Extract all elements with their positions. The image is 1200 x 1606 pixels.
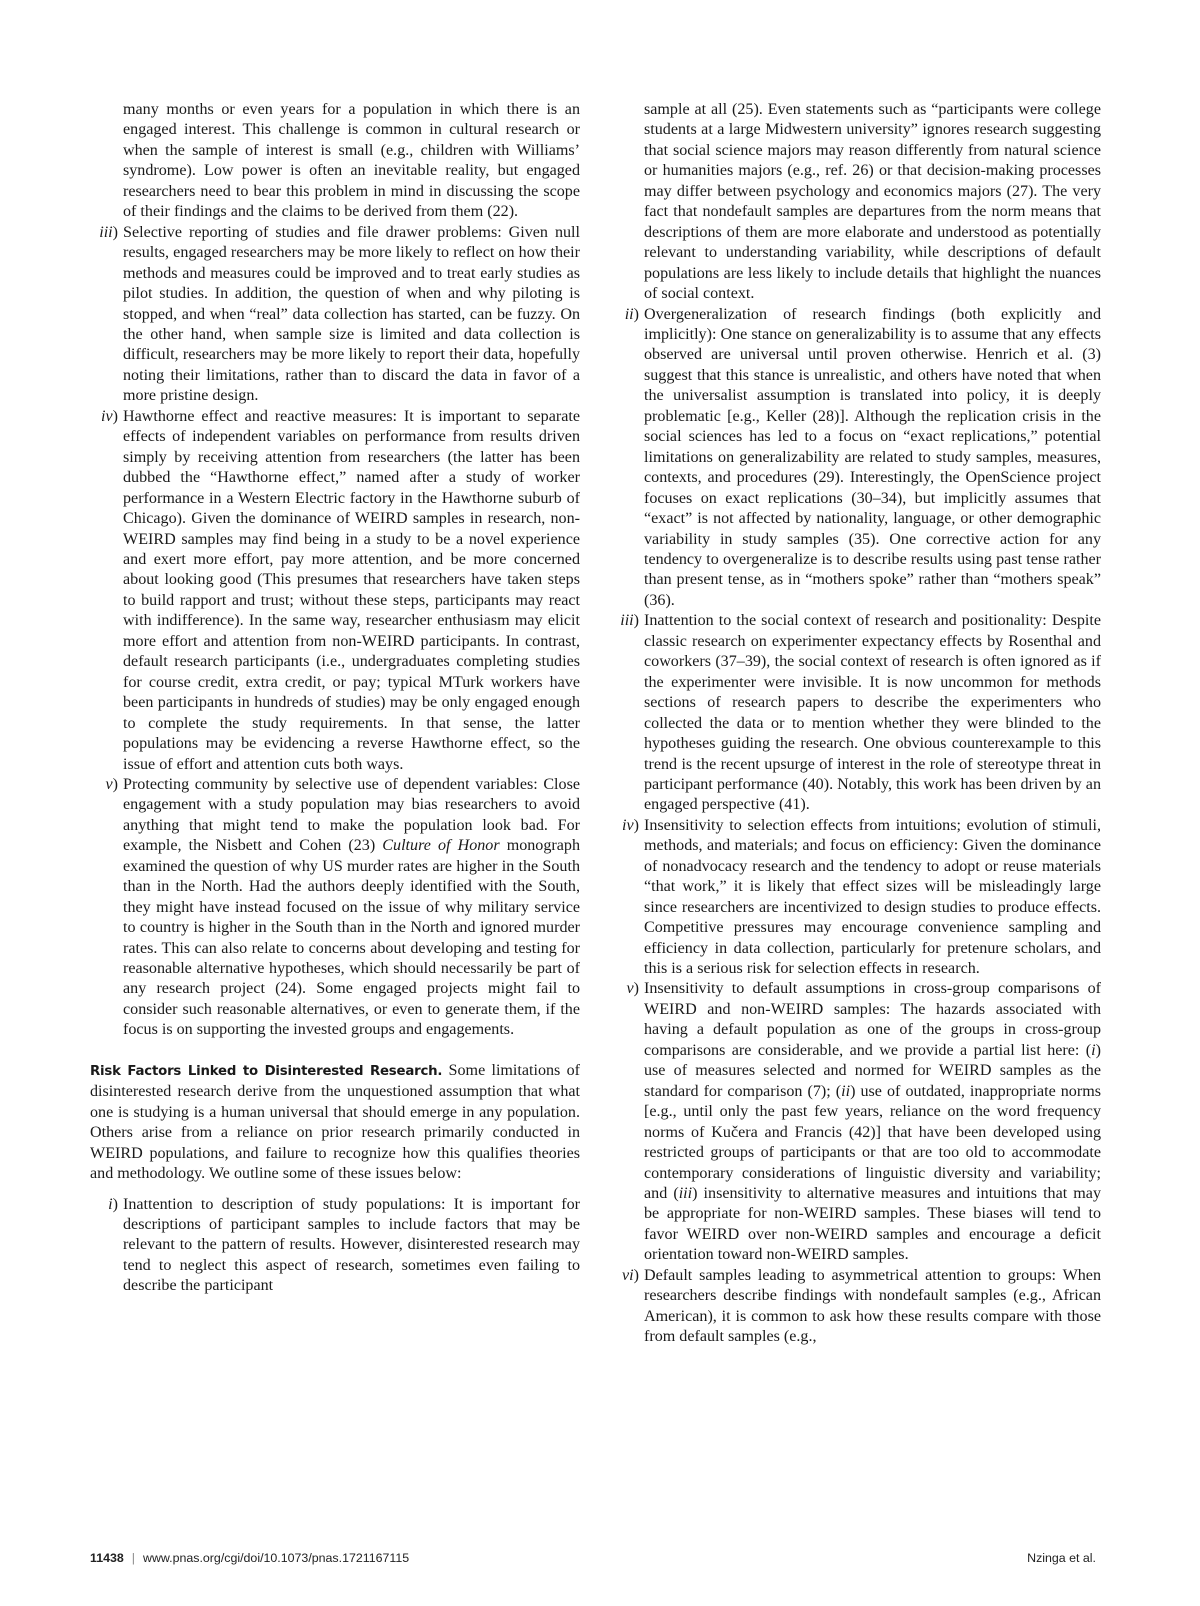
- running-authors: Nzinga et al.: [1027, 1551, 1096, 1565]
- page-footer: [90, 1551, 1096, 1565]
- list-item-text: Insensitivity to default assumptions in cross-group comparisons of WEIRD and non-WEIRD samples: The hazards associated with having a default population as one of the groups in cross-group comparisons are considerable, and we provide a partial list here: (i) use of measures selected and normed for WEIRD samples as the standard for comparison (7); (ii) use of outdated, inappropriate norms [e.g., until only the past few years, reliance on the word frequency norms of Kučera and Francis (42)] that have been developed using restricted groups of participants or that are too old to accommodate contemporary considerations of linguistic diversity and variability; and (iii) insensitivity to alternative measures and intuitions that may be appropriate for non-WEIRD samples. These biases will tend to favor WEIRD over non-WEIRD samples and encourage a deficit orientation toward non-WEIRD samples.: [644, 980, 1101, 1264]
- list-numeral: i): [108, 1195, 118, 1213]
- list-numeral: vi): [622, 1266, 639, 1284]
- list-item-v: [611, 979, 1101, 1265]
- list-item-text: Default samples leading to asymmetrical attention to groups: When researchers describe findings with nondefault samples (e.g., African American), it is common to ask how these results compare with those from default samples (e.g.,: [644, 1266, 1101, 1346]
- footer-separator: |: [131, 1551, 135, 1565]
- list-numeral: iv): [101, 407, 118, 425]
- list-item-text: Overgeneralization of research findings (both explicitly and implicitly): One stance on generalizability is to assume that any effects observed are universal until proven otherwise. Henrich et al. (3) suggest that this stance is unrealistic, and others have noted that when the universalist assumption is translated into policy, it is deeply problematic [e.g., Keller (28)]. Although the replication crisis in the social sciences has led to a focus on “exact replications,” potential limitations on generalizability are related to study samples, measures, contexts, and procedures (29). Interestingly, the OpenScience project focuses on exact replications (30–34), but implicitly assumes that “exact” is not affected by nationality, language, or other demographic variability in study samples (35). One corrective action for any tendency to overgeneralize is to describe results using past tense rather than present tense, as in “mothers spoke” rather than “mothers speak” (36).: [644, 305, 1101, 609]
- list-item-text: Inattention to the social context of research and positionality: Despite classic research on experimenter expectancy effects by Rosenthal and coworkers (37–39), the social context of research is often ignored as if the experimenter were invisible. It is now uncommon for methods sections of research papers to describe the experimenters who collected the data or to mention whether they were blinded to the hypotheses guiding the research. One obvious counterexample to this trend is the recent upsurge of interest in the role of stereotype threat in participant performance (40). Notably, this work has been driven by an engaged perspective (41).: [644, 612, 1101, 814]
- list-numeral: v): [626, 980, 639, 998]
- left-continuation-paragraph: many months or even years for a population in which there is an engaged interest. This challenge is common in cultural research or when the sample of interest is small (e.g., children with Williams’ syndrome). Low power is often an inevitable reality, but engaged researchers need to bear this problem in mind in discussing the scope of their findings and the claims to be derived from them (22).: [123, 101, 580, 221]
- list-item-iii: [90, 223, 580, 407]
- list-item-text: Insensitivity to selection effects from intuitions; evolution of stimuli, methods, and materials; and focus on efficiency: Given the dominance of nonadvocacy research and the tendency to adopt or reuse materials “that work,” it is likely that effect sizes will be misleadingly large since researchers are incentivized to design studies to produce effects. Competitive pressures may encourage convenience sampling and efficiency in data collection, particularly for pretenure scholars, and this is a serious risk for selection effects in research.: [644, 816, 1101, 978]
- list-item-iii: [611, 611, 1101, 816]
- page-number: 11438: [90, 1551, 124, 1565]
- list-numeral: iii): [99, 223, 118, 241]
- section-intro-text: Some limitations of disinterested research derive from the unquestioned assumption that what one is studying is a human universal that should emerge in any population. Others arise from a reliance on prior research primarily conducted in WEIRD populations, and failure to recognize how this qualifies theories and methodology. We outline some of these issues below:: [90, 1061, 580, 1183]
- list-numeral: iv): [622, 816, 639, 834]
- list-item-text: Hawthorne effect and reactive measures: It is important to separate effects of independent variables on performance from results driven simply by receiving attention from researchers (the latter has been dubbed the “Hawthorne effect,” named after a study of worker performance in a Western Electric factory in the Hawthorne suburb of Chicago). Given the dominance of WEIRD samples in research, non-WEIRD samples may find being in a study to be a novel experience and exert more effort, pay more attention, and be more concerned about looking good (This presumes that researchers have taken steps to build rapport and trust; without these steps, participants may react with indifference). In the same way, researcher enthusiasm may elicit more effort and attention from non-WEIRD participants. In contrast, default research participants (i.e., undergraduates completing studies for course credit, extra credit, or pay; typical MTurk workers have been participants in hundreds of studies) may be only engaged enough to complete the study requirements. In that sense, the latter populations may be evidencing a reverse Hawthorne effect, so the issue of effort and attention cuts both ways.: [123, 407, 580, 773]
- list-numeral: ii): [624, 305, 639, 323]
- list-item-i: [90, 1195, 580, 1297]
- left-column: [90, 100, 580, 1297]
- list-item-text: Selective reporting of studies and file drawer problems: Given null results, engaged researchers may be more likely to reflect on how their methods and measures could be improved and to treat early studies as pilot studies. In addition, the question of when and why piloting is stopped, and when “real” data collection has started, can be fuzzy. On the other hand, when sample size is limited and data collection is difficult, researchers may be more likely to report their data, hopefully noting their limitations, rather than to discard the data in favor of a more pristine design.: [123, 223, 580, 405]
- list-item-text: Inattention to description of study populations: It is important for descriptions of participant samples to include factors that may be relevant to the pattern of results. However, disinterested research may tend to neglect this aspect of research, sometimes even failing to describe the participant: [123, 1195, 580, 1295]
- doi-link[interactable]: www.pnas.org/cgi/doi/10.1073/pnas.1721167115: [143, 1551, 410, 1565]
- list-item-ii: [611, 305, 1101, 612]
- list-item-iv: [90, 407, 580, 775]
- right-continuation-paragraph: sample at all (25). Even statements such as “participants were college students at a large Midwestern university” ignores research suggesting that social science majors may reason differently from natural science or humanities majors (e.g., ref. 26) or that decision-making processes may differ between psychology and economics majors (27). The very fact that nondefault samples are departures from the norm means that descriptions of them are more elaborate and understood as potentially relevant to understanding variability, while descriptions of default populations are less likely to include details that highlight the nuances of social context.: [644, 101, 1101, 303]
- list-numeral: iii): [620, 612, 639, 630]
- list-item-text: Protecting community by selective use of dependent variables: Close engagement with a study population may bias researchers to avoid anything that might tend to make the population look bad. For example, the Nisbett and Cohen (23) Culture of Honor monograph examined the question of why US murder rates are higher in the South than in the North. Had the authors deeply identified with the South, they might have instead focused on the issue of why military service to country is higher in the South than in the North and ignored murder rates. This can also relate to concerns about developing and testing for reasonable alternative hypotheses, which should necessarily be part of any research project (24). Some engaged projects might fail to consider such reasonable alternatives, or even to generate them, if the focus is on supporting the invested groups and engagements.: [123, 775, 581, 1039]
- list-item-iv: [611, 816, 1101, 980]
- book-title: Culture of Honor: [382, 837, 500, 855]
- right-column: [611, 100, 1101, 1348]
- section-disinterested-research: [90, 1061, 580, 1185]
- list-item-vi: [611, 1266, 1101, 1348]
- section-heading: Risk Factors Linked to Disinterested Research.: [90, 1063, 443, 1079]
- list-numeral: v): [105, 775, 118, 793]
- list-item-v: [90, 775, 580, 1041]
